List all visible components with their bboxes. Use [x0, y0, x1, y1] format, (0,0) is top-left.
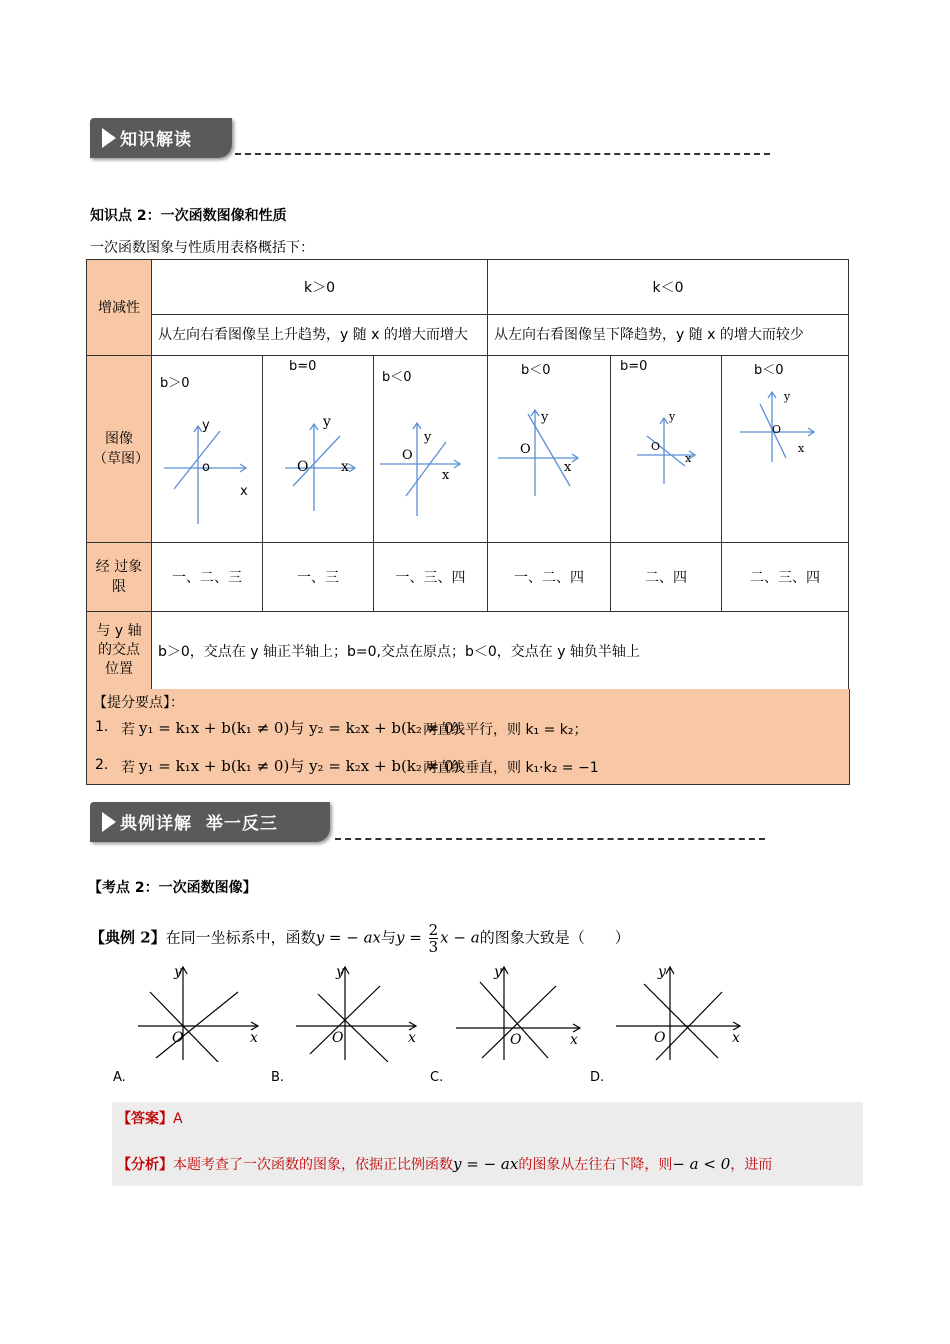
- option-a-label: A.: [113, 1070, 126, 1085]
- function-2-lhs: y =: [396, 928, 422, 947]
- graph-4: [488, 356, 611, 542]
- axis-y-label: y: [658, 964, 666, 980]
- analysis-inequality: − a < 0: [672, 1155, 731, 1173]
- b-label-1: b＞0: [160, 376, 190, 391]
- fraction-numerator: 2: [428, 921, 439, 939]
- quadrants-6: 二、三、四: [722, 543, 849, 612]
- analysis-tag: 【分析】: [117, 1157, 173, 1173]
- col-header-k-positive: k＞0: [152, 260, 488, 315]
- intercept-text: b＞0，交点在 y 轴正半轴上；b=0,交点在原点；b＜0，交点在 y 轴负半轴上: [152, 612, 849, 690]
- graph-1: [152, 356, 263, 542]
- axis-x-label: x: [408, 1030, 416, 1046]
- col-header-k-negative: k＜0: [488, 260, 849, 315]
- origin-label: O: [402, 448, 413, 463]
- quadrants-2: 一、三: [263, 543, 374, 612]
- origin-label: O: [332, 1030, 344, 1046]
- graph-5: [611, 356, 722, 542]
- option-a-graph: [130, 962, 270, 1062]
- key-point-1-if: 若: [121, 722, 135, 738]
- option-d-graph: [612, 962, 752, 1062]
- b-label-6: b＜0: [754, 363, 784, 378]
- monotonic-k-negative: 从左向右看图像呈下降趋势，y 随 x 的增大而较少: [488, 315, 849, 356]
- axis-x-label: x: [250, 1030, 258, 1046]
- axis-y-label: y: [202, 418, 210, 433]
- graph-cell-4: [488, 356, 611, 543]
- axis-x-label: x: [798, 442, 805, 455]
- example-and: 与: [381, 928, 397, 947]
- graph-cell-3: [374, 356, 488, 543]
- analysis-text-2: 的图象从左往右下降，则: [518, 1157, 673, 1173]
- axis-x-label: x: [341, 459, 349, 475]
- origin-label: O: [510, 1032, 522, 1048]
- key-point-2-number: 2.: [95, 757, 109, 773]
- analysis-text-1: 本题考查了一次函数的图象，依据正比例函数: [173, 1157, 453, 1173]
- analysis-function: y = − ax: [453, 1155, 519, 1173]
- origin-label: O: [520, 442, 531, 457]
- answer-line: [117, 1108, 183, 1128]
- function-1: y = − ax: [315, 928, 382, 947]
- option-c-label: C.: [430, 1070, 444, 1085]
- quadrants-3: 一、三、四: [374, 543, 488, 612]
- play-icon: [102, 812, 116, 832]
- axis-y-label: y: [669, 410, 676, 423]
- quadrants-5: 二、四: [611, 543, 722, 612]
- origin-label: O: [772, 423, 782, 436]
- section-intro: 一次函数图象与性质用表格概括下：: [90, 240, 314, 256]
- key-point-1-formula: y₁ = k₁x + b(k₁ ≠ 0)与 y₂ = k₂x + b(k₂ ≠ 0): [139, 719, 460, 737]
- graph-6: [722, 356, 849, 542]
- origin-label: O: [172, 1030, 184, 1046]
- monotonic-k-positive: 从左向右看图像呈上升趋势，y 随 x 的增大而增大: [152, 315, 488, 356]
- fraction-denominator: 3: [428, 938, 439, 956]
- axis-y-label: y: [494, 964, 502, 980]
- quadrants-4: 一、二、四: [488, 543, 611, 612]
- option-d-label: D.: [590, 1070, 605, 1085]
- example-text-2: 的图象大致是（ ）: [479, 928, 630, 947]
- quadrants-1: 一、二、三: [152, 543, 263, 612]
- answer-value: A: [173, 1111, 183, 1127]
- key-point-1-number: 1.: [95, 719, 109, 735]
- key-point-2-if: 若: [121, 760, 135, 776]
- axis-y-label: y: [424, 430, 432, 445]
- axis-x-label: x: [570, 1032, 578, 1048]
- key-point-1-conclusion: 两直线平行，则 k₁ = k₂；: [423, 722, 588, 738]
- divider: [235, 153, 770, 155]
- origin-label: O: [651, 440, 661, 453]
- axis-y-label: y: [541, 410, 549, 425]
- knowledge-table: [86, 259, 849, 690]
- example-tag: 【典例 2】: [90, 928, 166, 947]
- exam-point-title: 【考点 2：一次函数图像】: [88, 880, 257, 896]
- origin-label: o: [202, 460, 210, 475]
- option-c-graph: [452, 962, 592, 1062]
- analysis-line: [117, 1154, 772, 1174]
- axis-x-label: x: [685, 452, 692, 465]
- examples-banner: [90, 802, 335, 842]
- example-question: [90, 922, 630, 955]
- key-points-title: 【提分要点】：: [93, 695, 184, 711]
- row-header-intercept: 与 y 轴的交点位置: [87, 612, 152, 690]
- b-label-4: b＜0: [521, 363, 551, 378]
- axis-x-label: x: [442, 468, 450, 483]
- play-icon: [102, 128, 116, 148]
- option-b-label: B.: [271, 1070, 285, 1085]
- fraction: [429, 922, 439, 955]
- key-point-2-conclusion: 两直线垂直，则 k₁·k₂ = −1: [423, 760, 599, 776]
- key-points-box: [86, 689, 850, 785]
- row-header-graph: 图像（草图）: [87, 356, 152, 543]
- graph-cell-5: [611, 356, 722, 543]
- axis-y-label: y: [336, 964, 344, 980]
- row-header-monotonic: 增减性: [87, 260, 152, 356]
- knowledge-banner-title: 知识解读: [120, 130, 192, 150]
- graph-3: [374, 356, 488, 542]
- b-label-5: b=0: [620, 359, 648, 374]
- origin-label: O: [297, 459, 309, 475]
- section-title: 知识点 2：一次函数图像和性质: [90, 208, 287, 224]
- axis-x-label: x: [564, 460, 572, 475]
- option-b-graph: [290, 962, 430, 1062]
- graph-cell-6: [722, 356, 849, 543]
- axis-y-label: y: [784, 390, 791, 403]
- graph-cell-2: [263, 356, 374, 543]
- example-text-1: 在同一坐标系中，函数: [165, 928, 316, 947]
- analysis-text-3: ，进而: [730, 1157, 773, 1173]
- knowledge-banner: [90, 118, 235, 158]
- b-label-2: b=0: [289, 359, 317, 374]
- axis-y-label: y: [174, 964, 182, 980]
- axis-x-label: x: [240, 484, 248, 499]
- answer-box: [112, 1102, 863, 1186]
- graph-cell-1: [152, 356, 263, 543]
- axis-y-label: y: [323, 414, 331, 430]
- answer-tag: 【答案】: [117, 1111, 173, 1127]
- origin-label: O: [654, 1030, 666, 1046]
- row-header-quadrants: 经 过象限: [87, 543, 152, 612]
- axis-x-label: x: [732, 1030, 740, 1046]
- function-2-rhs: x − a: [440, 928, 480, 947]
- graph-2: [263, 356, 374, 542]
- b-label-3: b＜0: [382, 370, 412, 385]
- key-point-2-formula: y₁ = k₁x + b(k₁ ≠ 0)与 y₂ = k₂x + b(k₂ ≠ 0): [139, 757, 460, 775]
- divider: [335, 838, 765, 840]
- examples-banner-title: 典例详解 举一反三: [120, 814, 278, 834]
